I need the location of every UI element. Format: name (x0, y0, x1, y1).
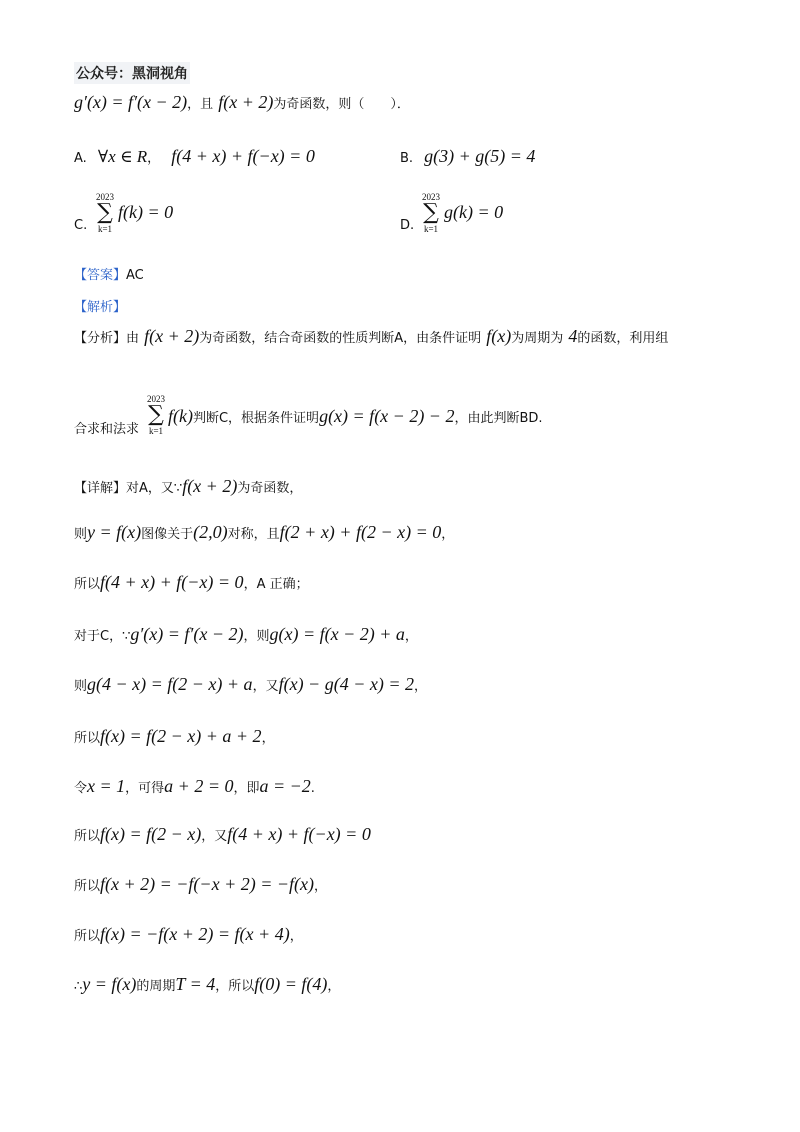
detail-math: (2,0) (193, 522, 228, 542)
stem-math-1: g′(x) = f′(x − 2) (74, 92, 188, 112)
detail-line-3 (74, 572, 309, 593)
option-a-sep: ， (147, 151, 161, 166)
analysis-text: 由 (126, 331, 140, 346)
option-d-label-wrap (400, 214, 414, 233)
answer-label: 【答案】 (74, 268, 127, 283)
detail-line-1 (74, 476, 302, 497)
analysis-math: g(x) = f(x − 2) − 2 (319, 406, 455, 426)
detail-text: 所以 (74, 731, 101, 746)
watermark-label: 公众号：黑洞视角 (74, 62, 190, 84)
option-b-math: g(3) + g(5) = 4 (424, 146, 536, 166)
option-c-math: f(k) = 0 (118, 202, 174, 222)
detail-text: 的周期 (136, 979, 176, 994)
detail-math: a + 2 = 0 (164, 776, 234, 796)
analysis-text: 合求和法求 (74, 422, 140, 437)
option-b-label: B. (400, 151, 414, 166)
detail-text: ，则 (243, 629, 270, 644)
detail-text: ，A 正确； (243, 577, 309, 592)
detail-text: 对于C，∵ (74, 629, 131, 644)
detail-math: y = f(x) (82, 974, 137, 994)
option-d-math: g(k) = 0 (444, 202, 504, 222)
detail-math: y = f(x) (87, 522, 142, 542)
analysis-sum-top: 2023 (147, 394, 165, 404)
detail-text: 对A，又∵ (126, 481, 183, 496)
detail-line-2 (74, 522, 454, 543)
analysis-math: 4 (568, 326, 578, 346)
detail-text: ， (413, 679, 427, 694)
option-a (74, 146, 315, 167)
detail-label: 【详解】 (74, 481, 127, 496)
sum-sign: ∑ (97, 200, 113, 225)
analysis-text: 的函数，利用组 (577, 331, 669, 346)
detail-math: f(x) = f(2 − x) (100, 824, 202, 844)
sum-sign: ∑ (148, 402, 164, 427)
detail-line-7 (74, 776, 315, 797)
detail-text: . (310, 781, 315, 796)
answer-line (74, 264, 144, 283)
option-c-sum (94, 192, 116, 234)
detail-text: 则 (74, 679, 88, 694)
detail-text: ∴ (74, 979, 83, 994)
detail-line-4 (74, 624, 418, 645)
detail-text: 所以 (74, 577, 101, 592)
detail-text: 则 (74, 527, 88, 542)
detail-math: f(x) − g(4 − x) = 2 (278, 674, 414, 694)
analysis-math: f(x) (486, 326, 512, 346)
analysis-text: 判断C，根据条件证明 (192, 411, 320, 426)
detail-text: 所以 (74, 879, 101, 894)
analysis-text: ，由此判断BD. (454, 411, 543, 426)
detail-math: a = −2 (259, 776, 311, 796)
detail-text: ， (261, 731, 275, 746)
detail-math: f(4 + x) + f(−x) = 0 (227, 824, 371, 844)
detail-math: f(4 + x) + f(−x) = 0 (100, 572, 244, 592)
answer-value: AC (126, 268, 144, 283)
detail-math: x = 1 (87, 776, 126, 796)
detail-line-5 (74, 674, 427, 695)
option-a-label: A. (74, 151, 87, 166)
analysis-line-1 (74, 326, 668, 347)
detail-math: g′(x) = f′(x − 2) (130, 624, 244, 644)
detail-math: T = 4 (175, 974, 216, 994)
detail-math: f(x) = f(2 − x) + a + 2 (100, 726, 262, 746)
analysis-math: f(k) (168, 406, 193, 426)
detail-line-6 (74, 726, 275, 747)
detail-line-11 (74, 974, 340, 995)
detail-text: 所以 (74, 829, 101, 844)
analysis-text: 为奇函数，结合奇函数的性质判断A，由条件证明 (199, 331, 482, 346)
detail-line-9 (74, 874, 327, 895)
detail-text: 令 (74, 781, 88, 796)
analysis-sum-bottom: k=1 (148, 426, 164, 436)
detail-text: ，又 (201, 829, 228, 844)
option-d-label: D. (400, 218, 415, 233)
stem-text-2: 为奇函数，则（ ）． (273, 97, 410, 112)
detail-math: f(x + 2) = −f(−x + 2) = −f(x) (100, 874, 314, 894)
analysis-text: 为周期为 (511, 331, 564, 346)
detail-math: g(4 − x) = f(2 − x) + a (87, 674, 253, 694)
option-b (400, 146, 535, 167)
option-c-sum-bottom: k=1 (97, 224, 113, 234)
detail-text: 图像关于 (141, 527, 194, 542)
analysis-line-2 (168, 406, 543, 427)
detail-text: 所以 (74, 929, 101, 944)
option-c-sum-top: 2023 (96, 192, 114, 202)
detail-text: 为奇函数， (237, 481, 303, 496)
analysis-label: 【分析】 (74, 331, 127, 346)
detail-text: ， (404, 629, 418, 644)
question-stem (74, 92, 410, 113)
analysis-sum (145, 394, 167, 436)
option-c-label: C. (74, 218, 88, 233)
detail-math: f(2 + x) + f(2 − x) = 0 (279, 522, 442, 542)
detail-math: f(x + 2) (182, 476, 238, 496)
detail-text: ，所以 (215, 979, 255, 994)
analysis-math: f(x + 2) (144, 326, 200, 346)
sum-sign: ∑ (423, 200, 439, 225)
option-c-label-wrap (74, 214, 87, 233)
option-a-math-2: f(4 + x) + f(−x) = 0 (171, 146, 315, 166)
option-d-sum-top: 2023 (422, 192, 440, 202)
detail-math: g(x) = f(x − 2) + a (269, 624, 405, 644)
detail-math: f(x) = −f(x + 2) = f(x + 4) (100, 924, 290, 944)
stem-math-2: f(x + 2) (218, 92, 274, 112)
detail-text: ， (327, 979, 341, 994)
option-a-math-1: ∀x ∈ R (97, 147, 148, 166)
detail-math: f(0) = f(4) (254, 974, 328, 994)
detail-text: ， (313, 879, 327, 894)
detail-text: 对称，且 (227, 527, 280, 542)
stem-text-1: ，且 (187, 97, 214, 112)
option-d-sum-bottom: k=1 (423, 224, 439, 234)
detail-line-8 (74, 824, 371, 845)
detail-text: ，又 (252, 679, 279, 694)
option-d-sum (420, 192, 442, 234)
detail-text: ， (289, 929, 303, 944)
detail-text: ，可得 (125, 781, 165, 796)
analysis-heading: 【解析】 (74, 300, 127, 315)
detail-text: ，即 (233, 781, 260, 796)
detail-line-10 (74, 924, 303, 945)
detail-text: ， (441, 527, 455, 542)
